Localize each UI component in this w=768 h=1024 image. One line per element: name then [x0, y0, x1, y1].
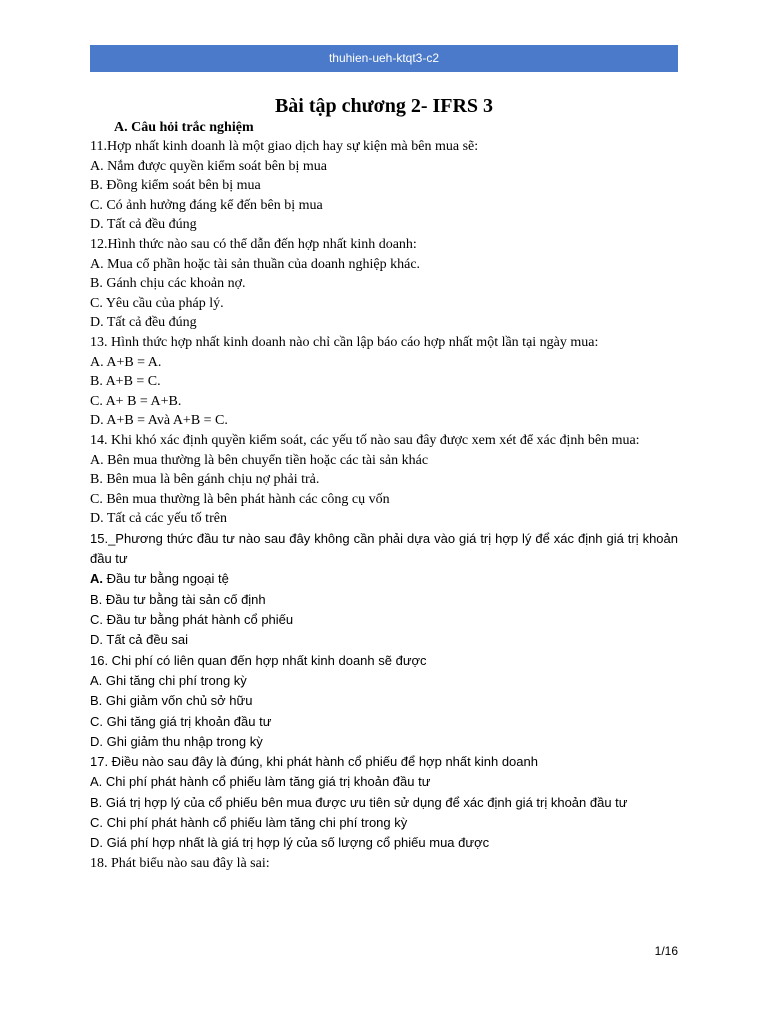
option-letter: A. [90, 571, 103, 587]
question-12-option-d: D. Tất cả đều đúng [90, 315, 197, 331]
question-13-option-a: A. A+B = A. [90, 354, 162, 370]
serif-questions-block [90, 137, 678, 529]
document-body [90, 137, 678, 873]
question-14-option-b: B. Bên mua là bên gánh chịu nợ phải trả. [90, 472, 320, 488]
question-17-option-d: D. Giá phí hợp nhất là giá trị hợp lý của số lượng cổ phiếu mua được [90, 835, 490, 851]
question-12-text: 12.Hình thức nào sau có thể dẫn đến hợp nhất kinh doanh: [90, 236, 417, 252]
question-11-option-d: D. Tất cả đều đúng [90, 217, 197, 233]
question-12-option-c: C. Yêu cầu của pháp lý. [90, 295, 224, 311]
question-13-option-b: B. A+B = C. [90, 374, 161, 390]
question-13-text: 13. Hình thức hợp nhất kinh doanh nào chỉ cần lập báo cáo hợp nhất một lần tại ngày mua: [90, 334, 599, 350]
question-17-option-b: B. Giá trị hợp lý của cổ phiếu bên mua được ưu tiên sử dụng để xác định giá trị khoản đầu tư [90, 794, 628, 810]
question-13-option-c: C. A+ B = A+B. [90, 393, 182, 409]
question-11-option-b: B. Đồng kiểm soát bên bị mua [90, 178, 261, 194]
question-16-option-a: A. Ghi tăng chi phí trong kỳ [90, 672, 247, 688]
question-15-option-b: B. Đầu tư bằng tài sản cố định [90, 591, 266, 607]
header-label: thuhien-ueh-ktqt3-c2 [328, 51, 440, 65]
question-14-text: 14. Khi khó xác định quyền kiểm soát, các yếu tố nào sau đây được xem xét để xác định bên mua: [90, 432, 640, 448]
question-16-option-c: C. Ghi tăng giá trị khoản đầu tư [90, 713, 272, 729]
question-12-option-a: A. Mua cổ phần hoặc tài sản thuần của doanh nghiệp khác. [90, 256, 421, 272]
question-14-option-a: A. Bên mua thường là bên chuyển tiền hoặc các tài sản khác [90, 452, 429, 468]
question-16-option-b: B. Ghi giảm vốn chủ sở hữu [90, 693, 253, 709]
section-heading: A. Câu hỏi trắc nghiệm [114, 120, 254, 135]
question-17-text: 17. Điều nào sau đây là đúng, khi phát hành cổ phiếu để hợp nhất kinh doanh [90, 754, 538, 770]
question-17-option-a: A. Chi phí phát hành cổ phiếu làm tăng giá trị khoản đầu tư [90, 774, 431, 790]
document-title: Bài tập chương 2- IFRS 3 [274, 95, 494, 117]
serif-trailing-block [90, 854, 678, 874]
question-11-text: 11.Hợp nhất kinh doanh là một giao dịch hay sự kiện mà bên mua sẽ: [90, 139, 479, 154]
question-16-text: 16. Chi phí có liên quan đến hợp nhất kinh doanh sẽ được [90, 652, 427, 668]
question-17-option-c: C. Chi phí phát hành cổ phiếu làm tăng chi phí trong kỳ [90, 815, 408, 831]
option-a-text: Đầu tư bằng ngoại tệ [106, 571, 229, 587]
document-header-bar [90, 45, 678, 72]
question-15-option-c: C. Đầu tư bằng phát hành cổ phiếu [90, 612, 294, 628]
question-14-option-c: C. Bên mua thường là bên phát hành các công cụ vốn [90, 491, 390, 507]
question-15-option-d: D. Tất cả đều sai [90, 632, 189, 648]
page-number: 1/16 [654, 944, 678, 958]
sans-questions-block [90, 529, 678, 854]
question-11-option-c: C. Có ảnh hưởng đáng kể đến bên bị mua [90, 197, 323, 213]
question-18-text: 18. Phát biểu nào sau đây là sai: [90, 855, 270, 871]
question-15-text: 15._Phương thức đầu tư nào sau đây không cần phải dựa vào giá trị hợp lý để xác định giá trị khoản đầu tư [90, 530, 678, 567]
question-11-option-a: A. Nắm được quyền kiểm soát bên bị mua [90, 158, 327, 174]
question-14-option-d: D. Tất cả các yếu tố trên [90, 511, 227, 527]
question-12-option-b: B. Gánh chịu các khoản nợ. [90, 276, 246, 292]
question-15-option-a [90, 569, 678, 589]
question-13-option-d: D. A+B = Avà A+B = C. [90, 413, 228, 429]
question-16-option-d: D. Ghi giảm thu nhập trong kỳ [90, 733, 263, 749]
